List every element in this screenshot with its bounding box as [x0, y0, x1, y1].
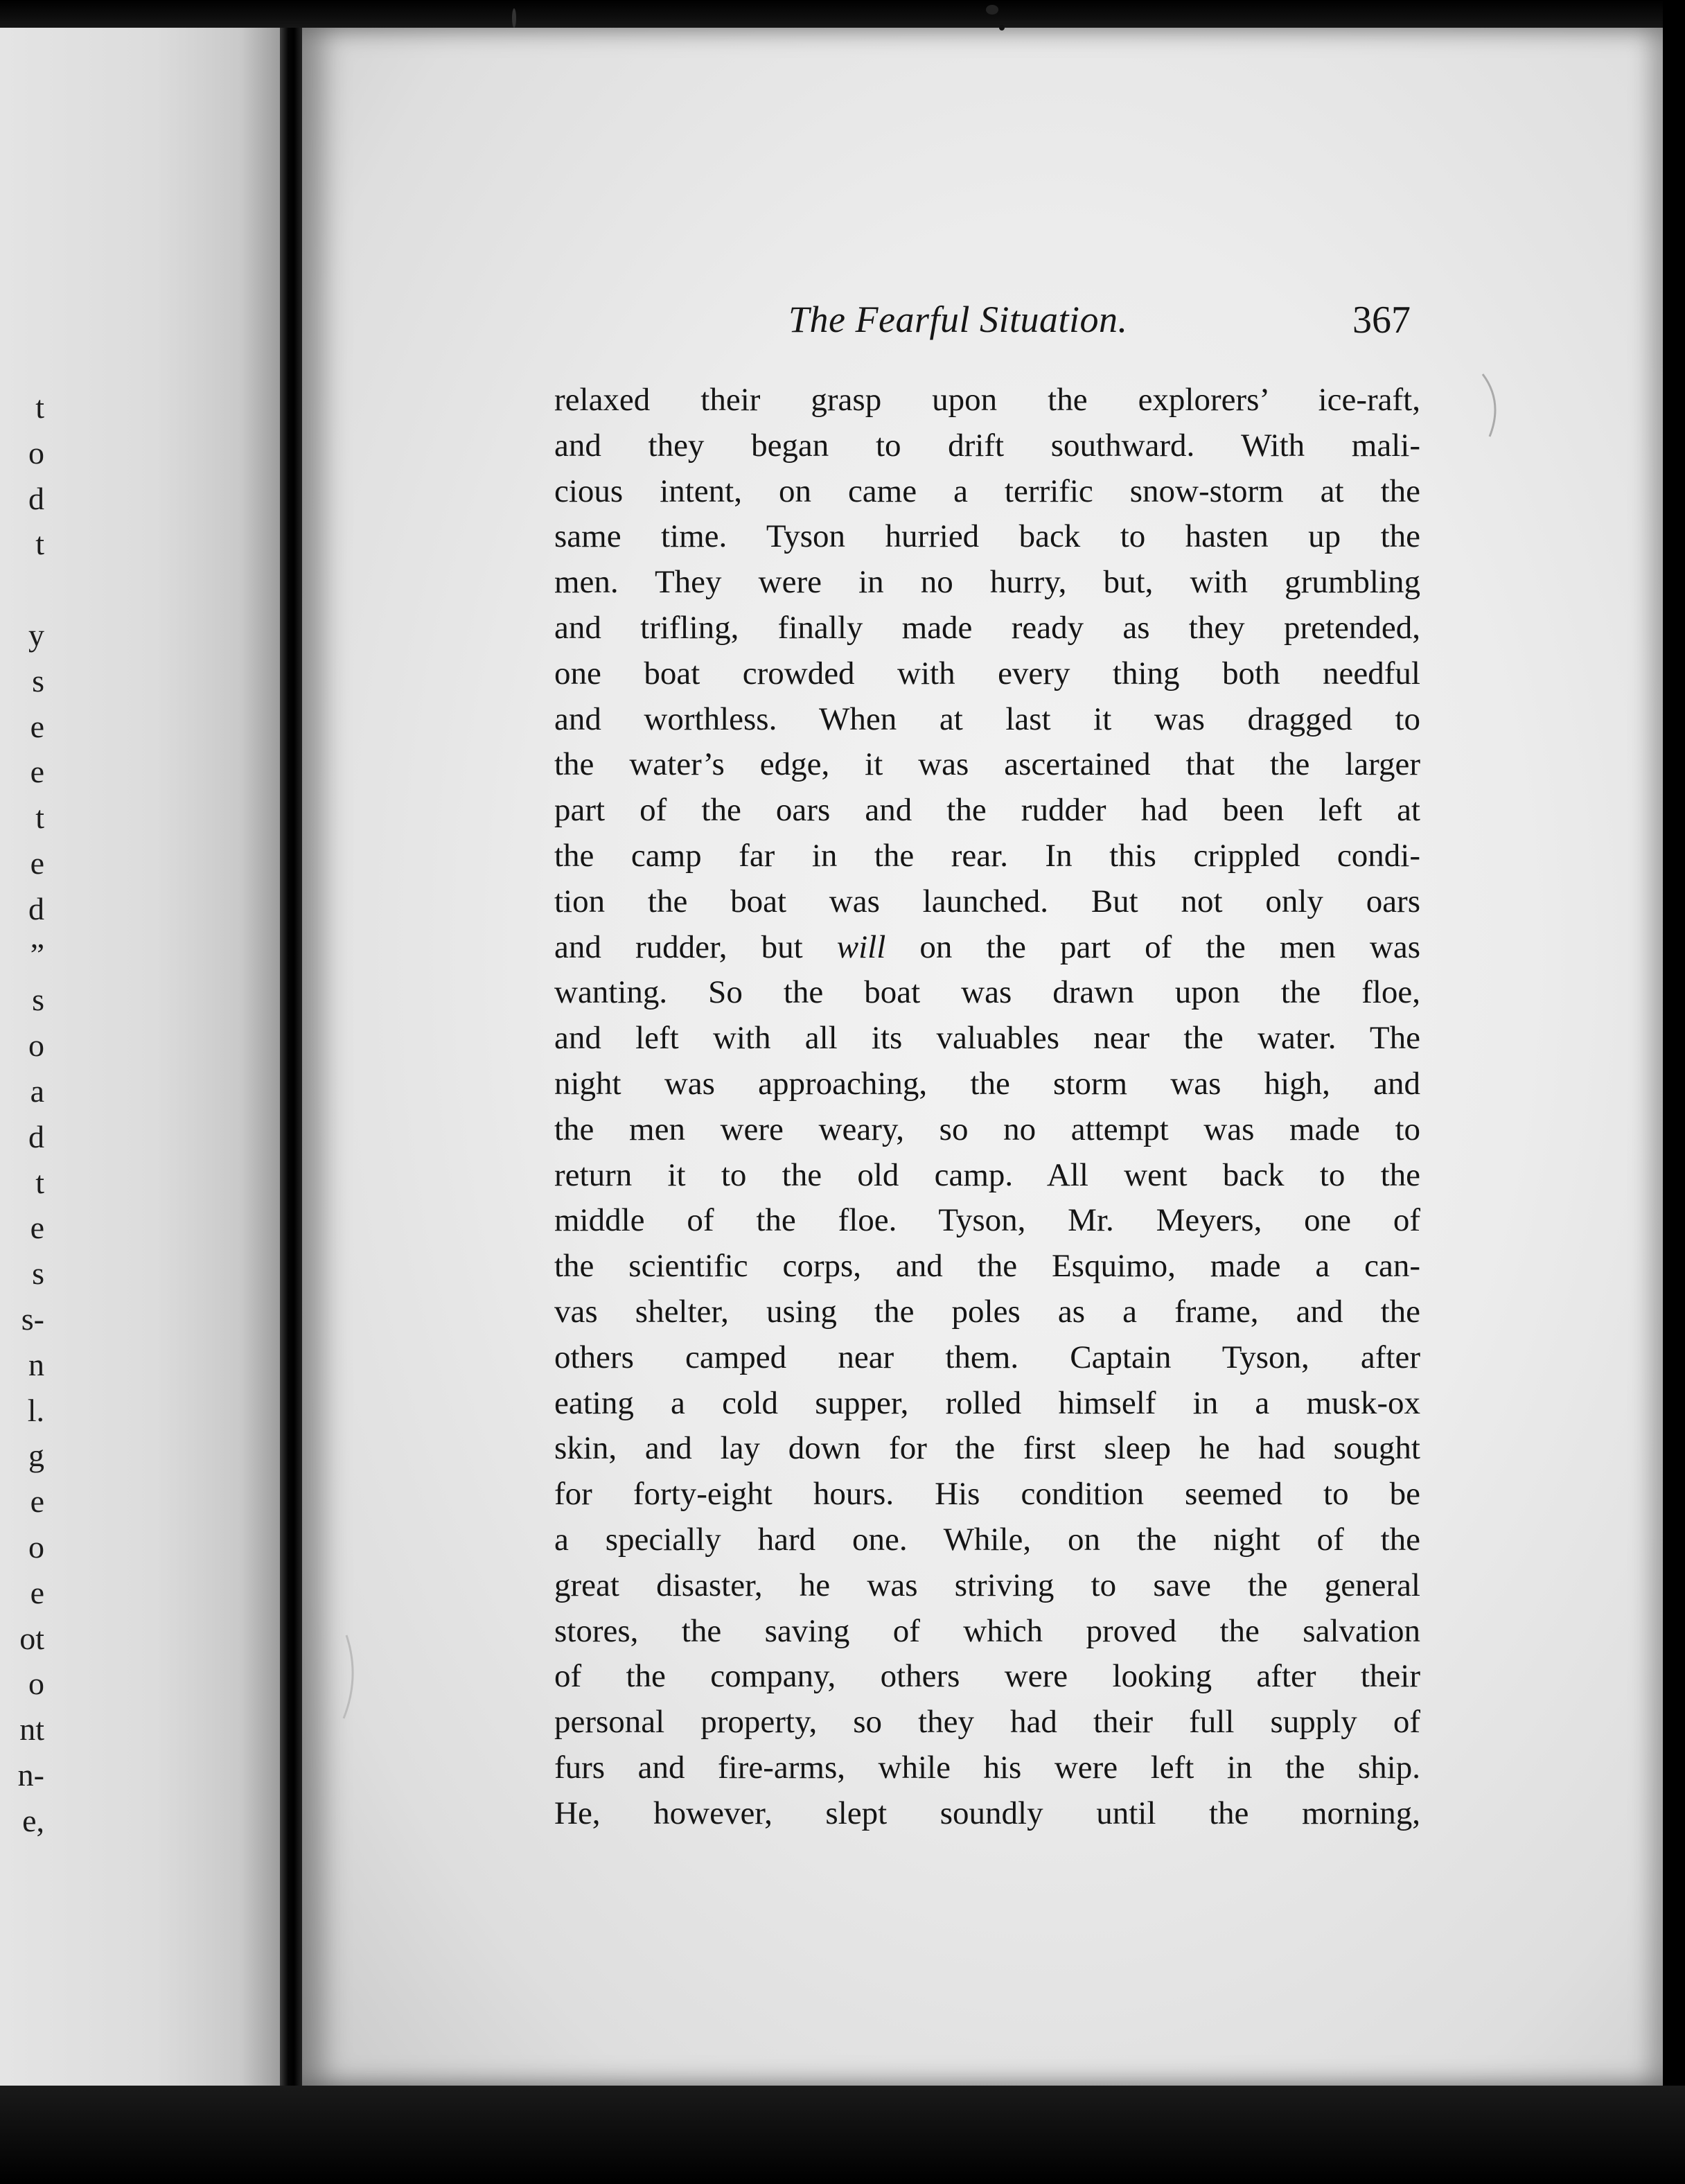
facing-page-fragment: a — [30, 1073, 44, 1109]
facing-page-fragment: e — [30, 708, 44, 744]
text-line — [554, 1107, 1420, 1153]
facing-page-fragment: o — [28, 1028, 44, 1064]
text-line-segment: part of the oars and the rudder had been left at — [554, 792, 1420, 829]
facing-page-fragment: d — [28, 890, 44, 926]
text-line — [554, 1016, 1420, 1062]
page-number: 367 — [1352, 299, 1411, 342]
text-line-segment: the camp far in the rear. In this crippled condi- — [554, 837, 1420, 874]
italic-word: will — [836, 928, 886, 965]
scan-frame-top — [0, 0, 1685, 28]
facing-page-fragment: t — [35, 526, 44, 562]
facing-page-fragment: t — [35, 800, 44, 836]
text-line — [554, 1062, 1420, 1107]
text-line-segment: middle of the floe. Tyson, Mr. Meyers, one of — [554, 1202, 1420, 1239]
scan-frame-right — [1663, 0, 1685, 2184]
facing-page-fragment: d — [28, 480, 44, 516]
text-line — [554, 879, 1420, 925]
facing-page-fragment: e — [30, 1210, 44, 1246]
facing-page-fragment: ” — [30, 936, 44, 972]
text-line-segment: one boat crowded with every thing both needful — [554, 655, 1420, 692]
text-line-segment: on the part of the men was — [885, 928, 1420, 965]
text-line — [554, 1654, 1420, 1700]
text-line — [554, 1745, 1420, 1791]
facing-page-fragment: t — [35, 1164, 44, 1200]
text-line — [554, 469, 1420, 515]
facing-page-fragment: ot — [19, 1620, 44, 1656]
facing-page-fragment: y — [28, 617, 44, 653]
text-line-segment: for forty-eight hours. His condition seemed to be — [554, 1476, 1420, 1513]
text-line-segment: personal property, so they had their full supply of — [554, 1704, 1420, 1741]
text-line — [554, 606, 1420, 651]
text-line-segment: return it to the old camp. All went back to the — [554, 1156, 1420, 1193]
facing-page-line-endings — [0, 385, 48, 1844]
text-line-segment: same time. Tyson hurried back to hasten up the — [554, 518, 1420, 555]
text-line-segment: and left with all its valuables near the water. The — [554, 1020, 1420, 1057]
facing-page-fragment — [0, 567, 48, 613]
text-line — [554, 1563, 1420, 1609]
book-gutter — [280, 28, 303, 2086]
text-line-segment: the water’s edge, it was ascertained that the larger — [554, 746, 1420, 783]
facing-page-fragment: e — [30, 1574, 44, 1610]
facing-page-fragment: s- — [21, 1301, 44, 1337]
text-line-segment: and worthless. When at last it was dragged to — [554, 701, 1420, 737]
text-line-segment: He, however, slept soundly until the morning, — [554, 1795, 1420, 1831]
facing-page-fragment: o — [28, 1666, 44, 1702]
text-line — [554, 1700, 1420, 1745]
text-line — [554, 1289, 1420, 1335]
facing-page-fragment: e, — [22, 1802, 44, 1838]
text-line-segment: wanting. So the boat was drawn upon the floe, — [554, 974, 1420, 1011]
text-line-segment: tion the boat was launched. But not only oars — [554, 883, 1420, 919]
facing-page-fragment: d — [28, 1118, 44, 1154]
text-line — [554, 1517, 1420, 1563]
text-line-segment: relaxed their grasp upon the explorers’ ice-raft, — [554, 382, 1420, 418]
text-line — [554, 423, 1420, 469]
text-line — [554, 788, 1420, 834]
text-line — [554, 560, 1420, 606]
text-line-segment: men. They were in no hurry, but, with grumbling — [554, 564, 1420, 601]
text-line-segment: eating a cold supper, rolled himself in a musk-ox — [554, 1384, 1420, 1421]
text-line — [554, 1335, 1420, 1381]
facing-page-fragment: l. — [27, 1392, 44, 1428]
facing-page-fragment: nt — [19, 1711, 44, 1747]
facing-page-fragment: n — [28, 1346, 44, 1382]
text-line-segment: stores, the saving of which proved the salvation — [554, 1612, 1420, 1649]
text-line — [554, 651, 1420, 697]
text-line-segment: the men were weary, so no attempt was made to — [554, 1111, 1420, 1147]
text-line — [554, 514, 1420, 560]
text-line-segment: night was approaching, the storm was high, and — [554, 1065, 1420, 1102]
facing-page-fragment: o — [28, 434, 44, 470]
text-line-segment: cious intent, on came a terrific snow-storm at the — [554, 473, 1420, 509]
text-line-segment: great disaster, he was striving to save the general — [554, 1567, 1420, 1603]
text-line-segment: of the company, others were looking after their — [554, 1658, 1420, 1695]
text-line-segment: a specially hard one. While, on the night of the — [554, 1521, 1420, 1558]
text-line — [554, 742, 1420, 788]
text-line-segment: furs and fire-arms, while his were left in the ship. — [554, 1749, 1420, 1786]
facing-page-fragment: s — [32, 982, 44, 1018]
facing-page-fragment: t — [35, 389, 44, 425]
text-line — [554, 1791, 1420, 1837]
facing-page-fragment: e — [30, 845, 44, 881]
text-line-segment: others camped near them. Captain Tyson, after — [554, 1339, 1420, 1375]
text-line-segment: vas shelter, using the poles as a frame, and the — [554, 1293, 1420, 1330]
text-line — [554, 378, 1420, 423]
text-line — [554, 1244, 1420, 1289]
text-line — [554, 834, 1420, 879]
text-line-segment: the scientific corps, and the Esquimo, made a can- — [554, 1248, 1420, 1285]
text-line-segment: and rudder, but — [554, 928, 837, 965]
scan-frame-bottom — [0, 2086, 1685, 2184]
text-line — [554, 1609, 1420, 1655]
text-line — [554, 1198, 1420, 1244]
facing-page-fragment: s — [32, 662, 44, 698]
text-line — [554, 925, 1420, 971]
facing-page-fragment: g — [28, 1438, 44, 1474]
body-text — [554, 378, 1420, 1837]
text-line — [554, 1472, 1420, 1517]
running-head: The Fearful Situation. — [788, 299, 1128, 340]
facing-page-fragment: o — [28, 1529, 44, 1565]
text-line-segment: skin, and lay down for the first sleep he had sought — [554, 1430, 1420, 1467]
facing-page-fragment: e — [30, 754, 44, 790]
text-line — [554, 1426, 1420, 1472]
text-line — [554, 1381, 1420, 1427]
facing-page-fragment: s — [32, 1256, 44, 1292]
facing-page-fragment: e — [30, 1483, 44, 1520]
text-line-segment: and trifling, finally made ready as they pretended, — [554, 609, 1420, 646]
facing-page-fragment: n- — [17, 1756, 44, 1793]
text-line — [554, 970, 1420, 1016]
text-line — [554, 697, 1420, 743]
text-line-segment: and they began to drift southward. With mali- — [554, 427, 1420, 464]
text-line — [554, 1153, 1420, 1199]
